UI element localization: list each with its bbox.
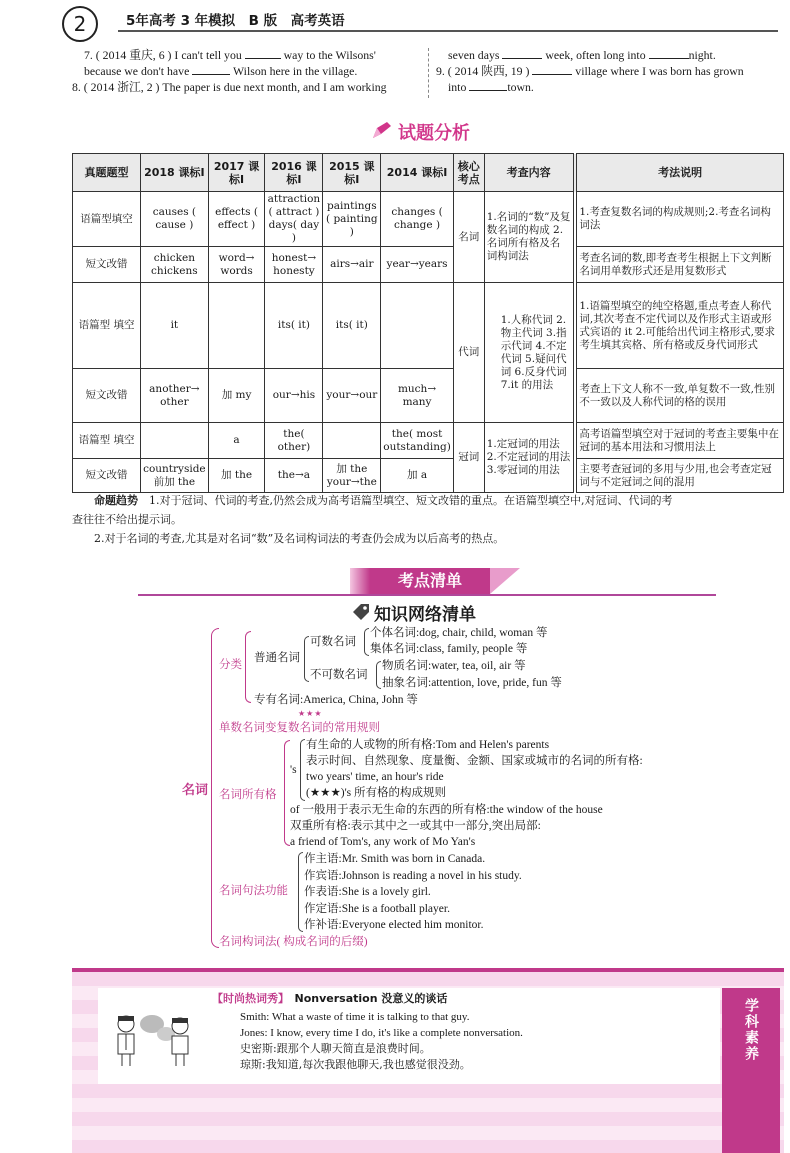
cell: changes ( change ) — [381, 192, 454, 247]
poss-rule-double: 双重所有格:表示其中之一或其中一部分,突出局部: — [290, 820, 541, 832]
function-predicative: 作表语:She is a lovely girl. — [304, 886, 431, 898]
material-noun: 物质名词:water, tea, oil, air 等 — [382, 660, 526, 672]
question-8-line2: seven days week, often long into night. — [448, 48, 716, 62]
root-brace — [211, 628, 219, 948]
trend-line-3: 2.对于名词的考查,尤其是对名词“数”及名词构词法的考查仍会成为以后高考的热点。 — [94, 532, 505, 545]
cell: year→years — [381, 247, 454, 283]
cell: the( other) — [265, 423, 323, 459]
note-cell: 高考语篇型填空对于冠词的考查主要集中在冠词的基本用法和习惯用法上 — [577, 423, 784, 459]
core-point-cell: 冠词 — [453, 423, 484, 493]
header-cell: 2018 课标Ⅰ — [141, 154, 209, 192]
cell: its( it) — [265, 283, 323, 369]
cell: attraction ( attract ) days( day ) — [265, 192, 323, 247]
cell: the→a — [265, 459, 323, 493]
function-attribute: 作定语:She is a football player. — [304, 903, 450, 915]
countable-noun: 可数名词 — [310, 636, 356, 648]
function-complement: 作补语:Everyone elected him monitor. — [304, 919, 484, 931]
poss-rule-2: 表示时间、自然现象、度量衡、金额、国家或城市的名词的所有格: — [306, 755, 643, 767]
content-cell: 1.名词的“数”及复数名词的构成 2.名词所有格及名词构词法 — [484, 192, 573, 283]
header-cell: 考法说明 — [577, 154, 784, 192]
trend-line-2: 查往往不给出提示词。 — [72, 513, 182, 526]
section-banner: 考点清单 — [370, 568, 490, 594]
branch-word-formation: 名词构词法( 构成名词的后缀) — [219, 936, 368, 948]
dialogue-en-2: Jones: I know, every time I do, it's like a complete nonversation. — [240, 1027, 523, 1039]
banner-fade — [350, 568, 370, 594]
note-cell: 考查名词的数,即考查考生根据上下文判断名词用单数形式还是用复数形式 — [577, 247, 784, 283]
individual-noun: 个体名词:dog, chair, child, woman 等 — [370, 627, 548, 639]
apostrophe-brace — [300, 739, 305, 801]
table-row — [73, 369, 784, 423]
function-brace — [298, 852, 303, 932]
proper-noun: 专有名词:America, China, John 等 — [254, 694, 418, 706]
note-cell: 考查上下文人称不一致,单复数不一致,性别不一致以及人称代词的格的误用 — [577, 369, 784, 423]
question-9-line1: 9. ( 2014 陕西, 19 ) village where I was born has grown — [436, 64, 744, 78]
cell: effects ( effect ) — [208, 192, 265, 247]
table-row — [73, 192, 784, 247]
note-cell: 1.语篇型填空的纯空格题,重点考查人称代词,其次考查不定代词以及作形式主语或形式宾语的 it 2.可能给出代词主格形式,要求考生填其宾格、所有格或反身代词形式 — [577, 283, 784, 369]
type-cell: 语篇型 填空 — [73, 283, 141, 369]
cell: countryside 前加 the — [141, 459, 209, 493]
function-object: 作宾语:Johnson is reading a novel in his study. — [304, 870, 522, 882]
column-divider — [428, 48, 429, 98]
header-cell: 考查内容 — [484, 154, 573, 192]
knowledge-network-title: 知识网络清单 — [374, 605, 476, 625]
header-cell: 2017 课标Ⅰ — [208, 154, 265, 192]
apostrophe-s: 's — [290, 764, 297, 776]
side-tab-label: 学科素养 — [743, 998, 759, 1062]
question-8-line1: 8. ( 2014 浙江, 2 ) The paper is due next month, and I am working — [72, 80, 387, 94]
cell — [381, 283, 454, 369]
header-cell: 2016 课标Ⅰ — [265, 154, 323, 192]
table-row — [73, 459, 784, 493]
running-header: 5年高考 3 年模拟 B 版 高考英语 — [126, 13, 345, 29]
conversation-illustration — [104, 1004, 200, 1068]
cell: causes ( cause ) — [141, 192, 209, 247]
feature-word: Nonversation 没意义的谈话 — [294, 992, 448, 1005]
tree-root: 名词 — [182, 783, 209, 798]
common-brace — [304, 636, 309, 682]
cell: another→ other — [141, 369, 209, 423]
cell: airs→air — [323, 247, 381, 283]
dialogue-en-1: Smith: What a waste of time it is talking to that guy. — [240, 1011, 470, 1023]
question-7-line2: because we don't have Wilson here in the village. — [84, 64, 358, 78]
header-cell: 2014 课标Ⅰ — [381, 154, 454, 192]
cell: 加 my — [208, 369, 265, 423]
trend-line-1: 命题趋势 1.对于冠词、代词的考查,仍然会成为高考语篇型填空、短文改错的重点。在语篇型填空中,对冠词、代词的考 — [94, 494, 673, 507]
poss-rule-example: a friend of Tom's, any work of Mo Yan's — [290, 836, 476, 848]
header-rule — [118, 30, 778, 32]
branch-plural-rule: 单数名词变复数名词的常用规则 — [219, 722, 380, 734]
content-cell: 1.定冠词的用法 2.不定冠词的用法 3.零冠词的用法 — [484, 423, 573, 493]
cell: 加 the — [208, 459, 265, 493]
header-cell: 2015 课标Ⅰ — [323, 154, 381, 192]
type-cell: 语篇型填空 — [73, 192, 141, 247]
type-cell: 语篇型 填空 — [73, 423, 141, 459]
uncountable-noun: 不可数名词 — [310, 669, 368, 681]
pencil-icon — [371, 120, 393, 140]
cell: much→ many — [381, 369, 454, 423]
cell: word→ words — [208, 247, 265, 283]
cell: 加 the your→the — [323, 459, 381, 493]
branch-possessive: 名词所有格 — [219, 789, 277, 801]
question-9-line2: into town. — [448, 80, 534, 94]
cell — [141, 423, 209, 459]
section-title-analysis: 试题分析 — [398, 123, 470, 144]
poss-rule-4: (★★★)'s 所有格的构成规则 — [306, 787, 447, 799]
branch-classify: 分类 — [219, 659, 242, 671]
type-cell: 短文改错 — [73, 247, 141, 283]
note-cell: 1.考查复数名词的构成规则;2.考查名词构词法 — [577, 192, 784, 247]
abstract-noun: 抽象名词:attention, love, pride, fun 等 — [382, 677, 562, 689]
content-cell: 1.人称代词 2.物主代词 3.指示代词 4.不定代词 5.疑问代词 6.反身代词 7.it 的用法 — [484, 283, 573, 423]
cell: chicken chickens — [141, 247, 209, 283]
type-cell: 短文改错 — [73, 369, 141, 423]
cell: your→our — [323, 369, 381, 423]
note-cell: 主要考查冠词的多用与少用,也会考查定冠词与不定冠词之间的混用 — [577, 459, 784, 493]
question-7-line1: 7. ( 2014 重庆, 6 ) I can't tell you way to the Wilsons' — [84, 48, 376, 62]
page-number: 2 — [62, 6, 98, 42]
cell: paintings ( painting ) — [323, 192, 381, 247]
cell: honest→ honesty — [265, 247, 323, 283]
dialogue-zh-1: 史密斯:跟那个人聊天简直是浪费时间。 — [240, 1042, 431, 1055]
tag-icon — [352, 603, 370, 621]
feature-title — [212, 992, 447, 1006]
cell: a — [208, 423, 265, 459]
banner-tail — [490, 568, 520, 594]
analysis-table — [72, 153, 784, 493]
dialogue-zh-2: 琼斯:我知道,每次我跟他聊天,我也感觉很没劲。 — [240, 1058, 471, 1071]
side-tab — [722, 988, 780, 1153]
common-noun: 普通名词 — [254, 652, 300, 664]
classify-brace — [245, 631, 251, 703]
branch-function: 名词句法功能 — [219, 885, 288, 897]
feature-tag: 【时尚热词秀】 — [212, 992, 284, 1005]
cell: our→his — [265, 369, 323, 423]
cell: the( most outstanding) — [381, 423, 454, 459]
trend-label: 命题趋势 — [94, 494, 138, 507]
poss-rule-of: of 一般用于表示无生命的东西的所有格:the window of the house — [290, 804, 603, 816]
cell: 加 a — [381, 459, 454, 493]
type-cell: 短文改错 — [73, 459, 141, 493]
cell: its( it) — [323, 283, 381, 369]
banner-rule — [138, 594, 716, 596]
function-subject: 作主语:Mr. Smith was born in Canada. — [304, 853, 486, 865]
core-point-cell: 代词 — [453, 283, 484, 423]
table-row — [73, 423, 784, 459]
table-header-row — [73, 154, 784, 192]
poss-rule-3: two years' time, an hour's ride — [306, 771, 444, 783]
uncountable-brace — [376, 661, 381, 689]
core-point-cell: 名词 — [453, 192, 484, 283]
table-row — [73, 283, 784, 369]
countable-brace — [364, 628, 369, 656]
collective-noun: 集体名词:class, family, people 等 — [370, 643, 528, 655]
cell — [208, 283, 265, 369]
header-cell: 真题题型 — [73, 154, 141, 192]
poss-rule-1: 有生命的人或物的所有格:Tom and Helen's parents — [306, 739, 550, 751]
table-row — [73, 247, 784, 283]
cell: it — [141, 283, 209, 369]
cell — [323, 423, 381, 459]
header-cell: 核心考点 — [453, 154, 484, 192]
stars-rating: ★★★ — [298, 709, 323, 718]
